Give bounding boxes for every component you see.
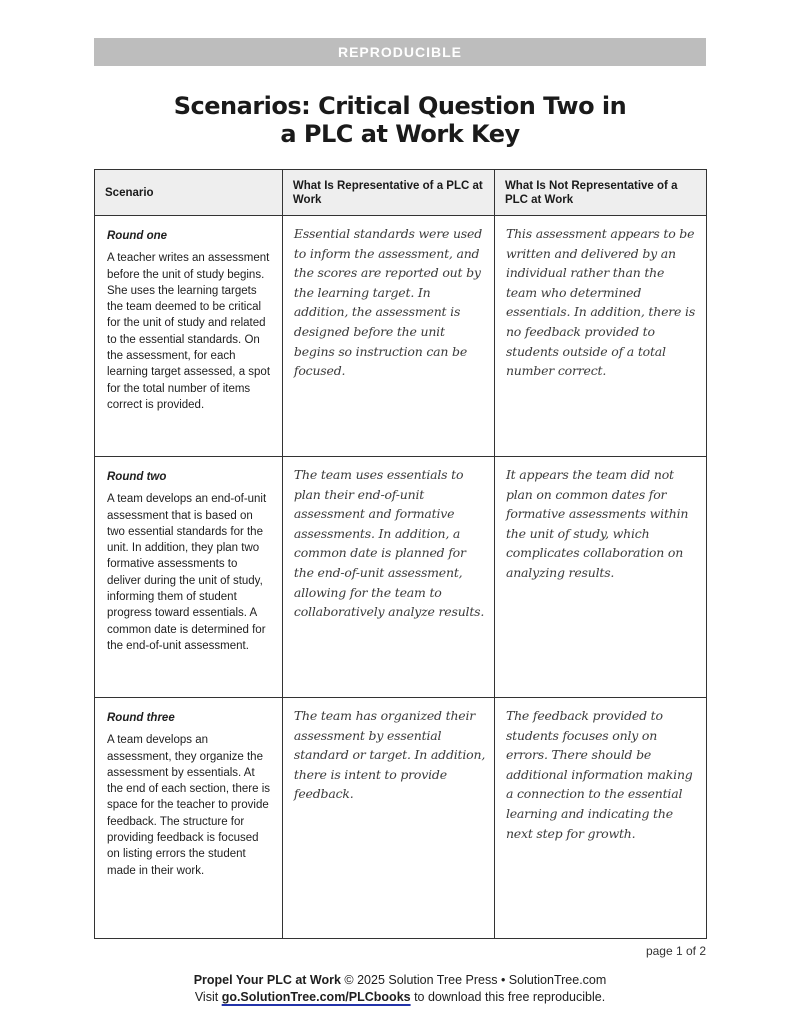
footer-line-2 [0,989,800,1006]
round-label: Round two [107,471,167,483]
not-representative-cell [494,457,706,698]
representative-cell [282,457,494,698]
table-header-row [95,170,707,216]
not-representative-cell [494,216,706,457]
footer [0,972,800,1006]
scenario-text: A team develops an end-of-unit assessment that is based on two essential standards for the unit. In addition, they plan two formative assessments to deliver during the unit of study, informing them of student progress toward essentials. A common date is determined for the end-of-unit assessment. [107,493,267,652]
scenarios-table [94,169,707,939]
header-scenario: Scenario [95,170,283,216]
scenario-text: A teacher writes an assessment before the unit of study begins. She uses the learning targets the team deemed to be critical for the unit of study and related to the essential standards. On the assessment, for each learning target assessed, a spot for the total number of items correct is provided. [107,252,271,411]
footer-line-1 [0,972,800,989]
page-title-line-1: Scenarios: Critical Question Two in [173,92,627,120]
table-row [95,698,707,939]
header-not-representative: What Is Not Representative of a PLC at Work [494,170,706,216]
footer-visit-label: Visit [194,990,219,1004]
round-label: Round three [107,712,175,724]
scenario-cell [95,457,283,698]
table-row [95,216,707,457]
round-label: Round one [107,230,168,242]
header-representative: What Is Representative of a PLC at Work [282,170,494,216]
reproducible-banner: REPRODUCIBLE [94,38,706,66]
not-representative-text: It appears the team did not plan on common dates for formative assessments within the unit of study, which complicates collaboration on analyzing results. [505,467,689,580]
scenario-cell [95,216,283,457]
representative-text: Essential standards were used to inform the assessment, and the scores are reported out by the learning target. In addition, the assessment is designed before the unit begins so instruction can be focused. [293,226,483,379]
footer-download-suffix: to download this free reproducible. [414,990,606,1004]
not-representative-text: The feedback provided to students focuses only on errors. There should be additional information making a connection to the essential learning and indicating the next step for growth. [505,708,693,841]
not-representative-cell [494,698,706,939]
page-title-line-2: a PLC at Work Key [280,120,520,148]
representative-cell [282,698,494,939]
page-title [94,92,706,148]
page-number: page 1 of 2 [645,944,706,958]
footer-copyright: © 2025 Solution Tree Press • SolutionTree.com [344,973,607,987]
table-row [95,457,707,698]
scenario-text: A team develops an assessment, they organize the assessment by essentials. At the end of each section, there is space for the teacher to provide feedback. The structure for providing feedback is focused on listing errors the student made in their work. [107,734,271,877]
representative-cell [282,216,494,457]
representative-text: The team has organized their assessment by essential standard or target. In addition, there is intent to provide feedback. [293,708,486,802]
footer-download-link[interactable]: go.SolutionTree.com/PLCbooks [221,990,411,1004]
scenario-cell [95,698,283,939]
representative-text: The team uses essentials to plan their end-of-unit assessment and formative assessments. In addition, a common date is planned for the end-of-unit assessment, allowing for the team to collaboratively analyze results. [293,467,485,620]
not-representative-text: This assessment appears to be written and delivered by an individual rather than the team who determined essentials. In addition, there is no feedback provided to students outside of a total number correct. [505,226,696,379]
footer-book-title: Propel Your PLC at Work [193,973,341,987]
